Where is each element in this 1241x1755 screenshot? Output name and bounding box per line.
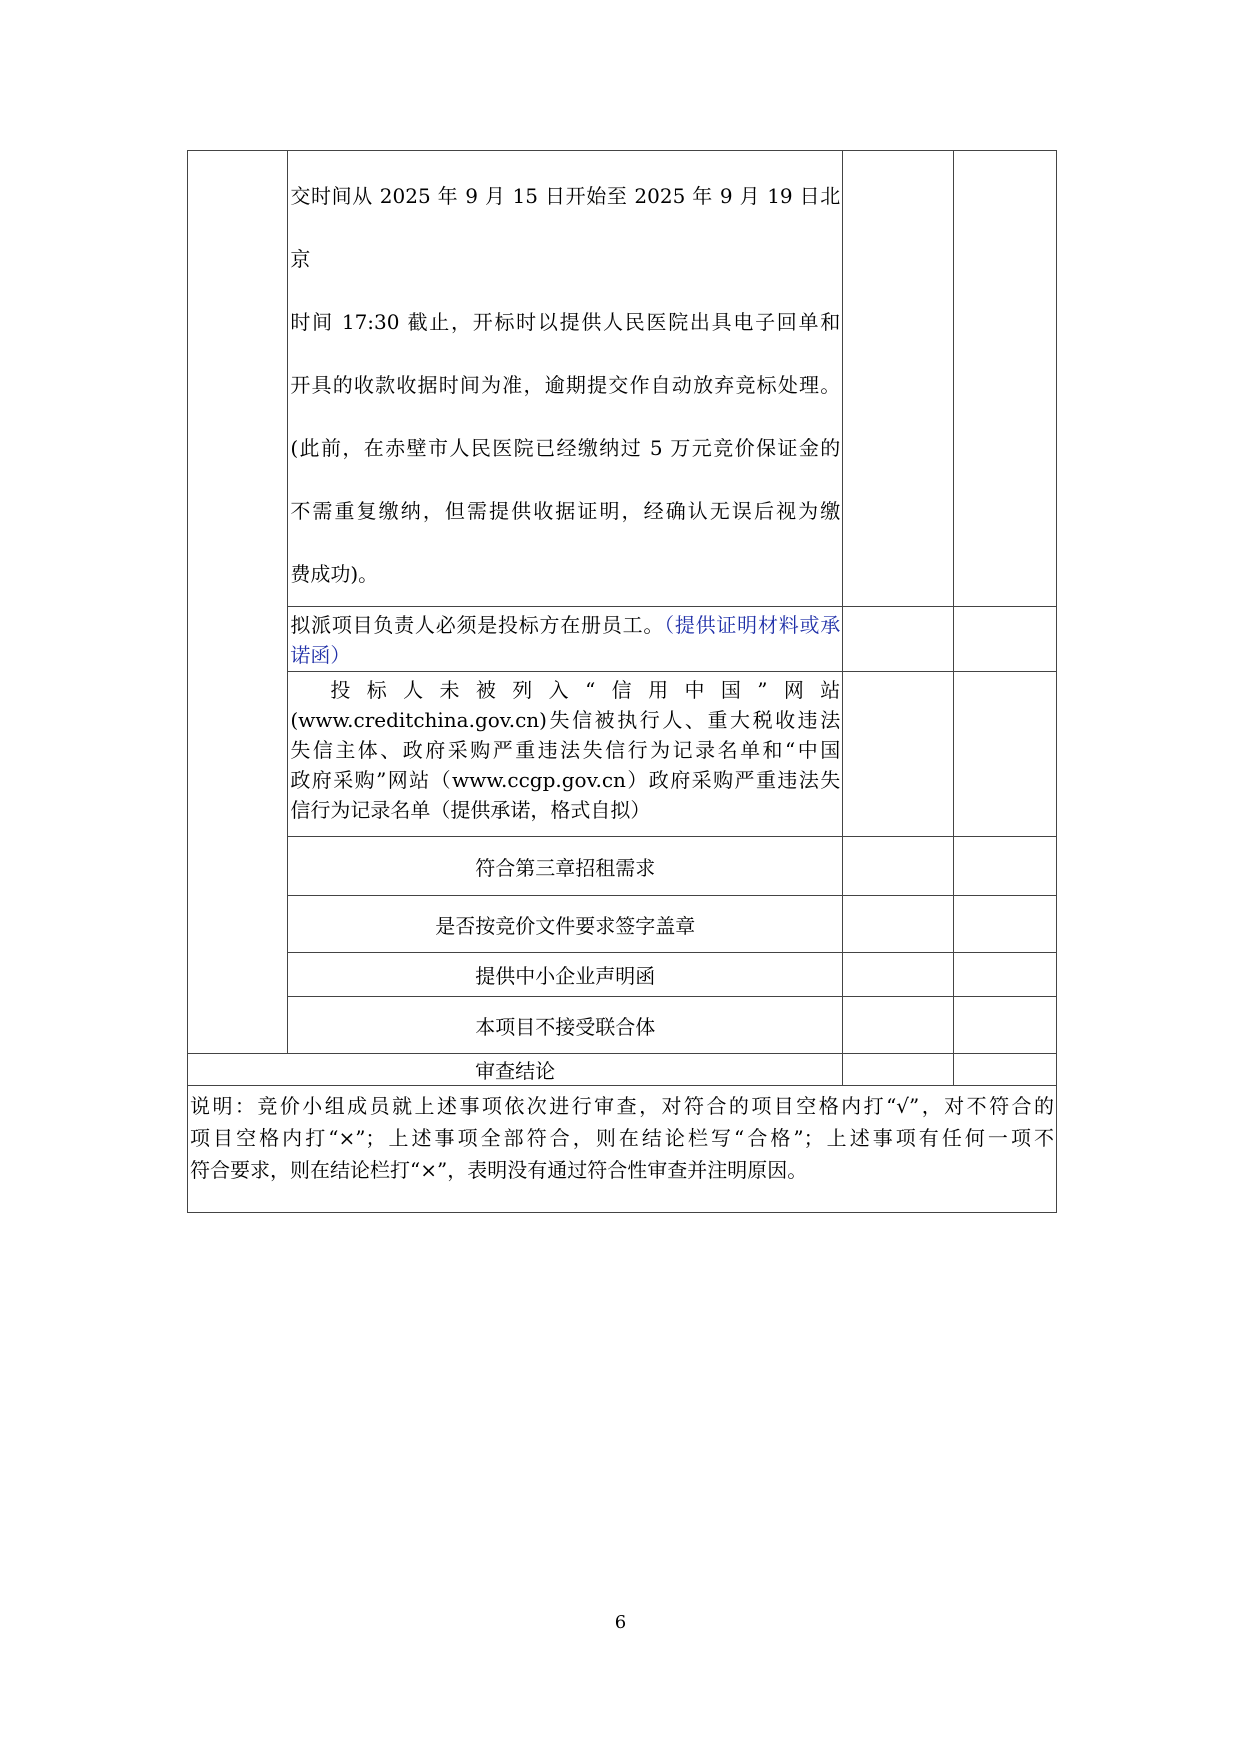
table-row-conclusion: [188, 1054, 1057, 1086]
table-row-sme: [188, 953, 1057, 997]
deposit-line-3: 开具的收款收据时间为准，逾期提交作自动放弃竞标处理。: [290, 373, 841, 397]
note-line-3: 符合要求，则在结论栏打“×”，表明没有通过符合性审查并注明原因。: [190, 1158, 808, 1182]
remark-cell[interactable]: [953, 607, 1056, 672]
remark-cell[interactable]: [953, 672, 1056, 837]
signature-requirement-cell: 是否按竞价文件要求签字盖章: [288, 896, 843, 953]
check-cell[interactable]: [843, 672, 953, 837]
check-cell[interactable]: [843, 997, 953, 1054]
note-line-2: 项目空格内打“×”；上述事项全部符合，则在结论栏写“合格”；上述事项有任何一项不: [190, 1126, 1054, 1150]
chapter-requirement-cell: 符合第三章招租需求: [288, 837, 843, 896]
remark-cell[interactable]: [953, 151, 1056, 607]
check-cell[interactable]: [843, 837, 953, 896]
sme-statement-cell: 提供中小企业声明函: [288, 953, 843, 997]
table-row-chapter: [188, 837, 1057, 896]
table-row-manager: [188, 607, 1057, 672]
credit-line-2: (www.creditchina.gov.cn)失信被执行人、重大税收违法: [290, 708, 841, 732]
deposit-requirement-cell: [288, 151, 843, 607]
compliance-review-table: [187, 150, 1057, 1213]
deposit-line-1: 交时间从 2025 年 9 月 15 日开始至 2025 年 9 月 19 日北京: [290, 184, 841, 271]
category-cell: [188, 151, 288, 1054]
table-row-signature: [188, 896, 1057, 953]
conclusion-check-cell[interactable]: [843, 1054, 953, 1086]
conclusion-remark-cell[interactable]: [953, 1054, 1056, 1086]
no-consortium-cell: 本项目不接受联合体: [288, 997, 843, 1054]
manager-requirement-cell: [288, 607, 843, 672]
credit-line-1: 投标人未被列入“信用中国”网站: [330, 678, 841, 702]
note-line-1: 说明：竞价小组成员就上述事项依次进行审查，对符合的项目空格内打“√”，对不符合的: [190, 1094, 1054, 1118]
manager-note: （提供证明材料或承诺函）: [290, 613, 841, 667]
manager-text: 拟派项目负责人必须是投标方在册员工。: [290, 613, 665, 637]
page-number: 6: [614, 1612, 627, 1633]
deposit-line-5: 不需重复缴纳，但需提供收据证明，经确认无误后视为缴: [290, 499, 841, 523]
remark-cell[interactable]: [953, 953, 1056, 997]
deposit-line-6: 费成功)。: [290, 562, 379, 586]
check-cell[interactable]: [843, 151, 953, 607]
check-cell[interactable]: [843, 607, 953, 672]
credit-line-4: 政府采购”网站（www.ccgp.gov.cn）政府采购严重违法失: [290, 768, 841, 792]
remark-cell[interactable]: [953, 997, 1056, 1054]
credit-line-5: 信行为记录名单（提供承诺，格式自拟）: [290, 798, 651, 822]
table-row-deposit: [188, 151, 1057, 607]
check-cell[interactable]: [843, 953, 953, 997]
remark-cell[interactable]: [953, 837, 1056, 896]
note-cell: [188, 1086, 1057, 1213]
table-row-consortium: [188, 997, 1057, 1054]
remark-cell[interactable]: [953, 896, 1056, 953]
deposit-line-4: (此前，在赤壁市人民医院已经缴纳过 5 万元竞价保证金的: [290, 436, 841, 460]
credit-requirement-cell: [288, 672, 843, 837]
table-row-credit: [188, 672, 1057, 837]
deposit-line-2: 时间 17:30 截止，开标时以提供人民医院出具电子回单和: [290, 310, 841, 334]
table-row-note: [188, 1086, 1057, 1213]
check-cell[interactable]: [843, 896, 953, 953]
credit-line-3: 失信主体、政府采购严重违法失信行为记录名单和“中国: [290, 738, 841, 762]
conclusion-label: 审查结论: [188, 1054, 843, 1086]
